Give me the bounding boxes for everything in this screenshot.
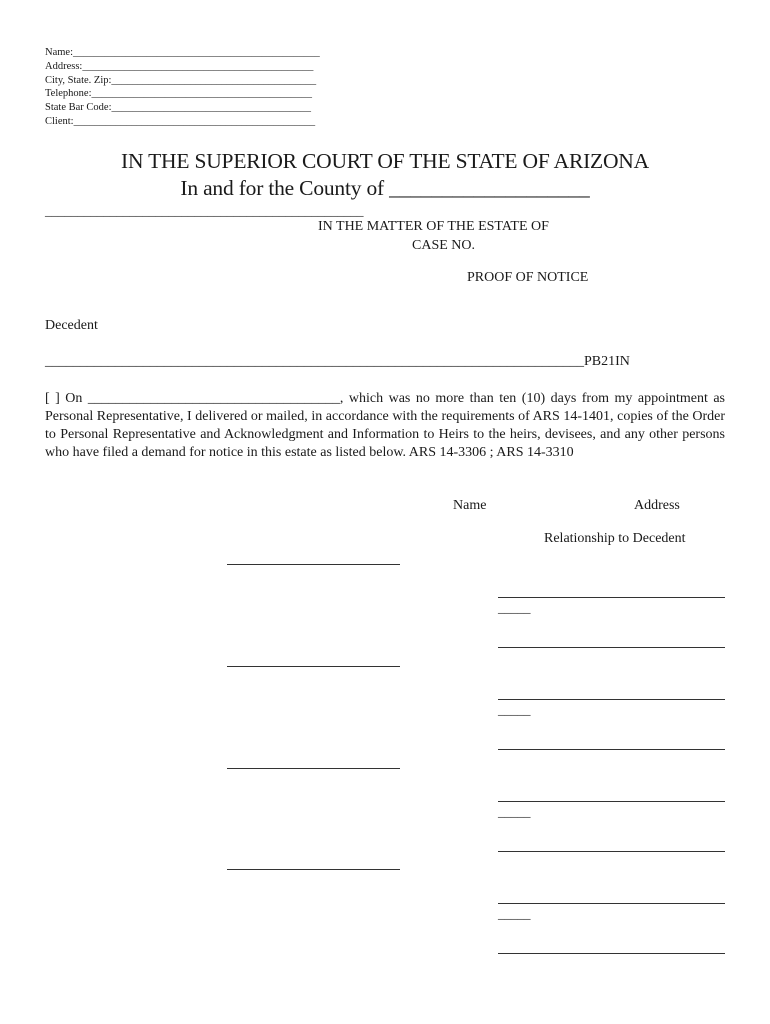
recipient-relationship-line <box>498 647 725 648</box>
form-code-line: _____________________________________________________________________________PB21IN <box>45 354 630 369</box>
address-line-stub: _____ <box>498 702 531 717</box>
city-state-zip-field: City, State. Zip:_______________________________________ <box>45 74 317 86</box>
column-address-header: Address <box>634 498 680 513</box>
address-line-stub: _____ <box>498 600 531 615</box>
county-title: In and for the County of ___________________ <box>180 176 590 200</box>
column-name-header: Name <box>453 498 487 513</box>
address-field: Address:____________________________________________ <box>45 60 314 72</box>
court-title: IN THE SUPERIOR COURT OF THE STATE OF ARIZONA <box>121 149 649 173</box>
estate-matter-heading: IN THE MATTER OF THE ESTATE OF <box>318 219 549 234</box>
state-bar-code-field: State Bar Code:______________________________________ <box>45 102 311 114</box>
recipient-address-line <box>498 699 725 700</box>
caption-top-line: _________________________________________________ <box>45 203 364 218</box>
recipient-address-line <box>498 903 725 904</box>
recipient-name-line <box>227 564 400 565</box>
client-field: Client:______________________________________________ <box>45 115 316 127</box>
recipient-relationship-line <box>498 851 725 852</box>
name-field: Name:_______________________________________________ <box>45 47 320 58</box>
recipient-relationship-line <box>498 749 725 750</box>
attorney-header <box>45 46 320 129</box>
address-line-stub: _____ <box>498 906 531 921</box>
telephone-field: Telephone:__________________________________________ <box>45 88 312 100</box>
recipient-name-line <box>227 869 400 870</box>
notice-paragraph: [ ] On ____________________________________, which was no more than ten (10) days from my appointment as Personal Representative, I delivered or mailed, in accordance with the requirements of ARS 14-1401, copies of the Order to Personal Representative and Acknowledgment and Information to Heirs to the heirs, devisees, and any other persons who have filed a demand for notice in this estate as listed below. ARS 14-3306 ; ARS 14-3310 <box>45 391 725 460</box>
recipient-name-line <box>227 768 400 769</box>
recipient-name-line <box>227 666 400 667</box>
recipient-address-line <box>498 801 725 802</box>
decedent-label: Decedent <box>45 318 98 333</box>
case-number-label: CASE NO. <box>412 238 476 253</box>
address-line-stub: _____ <box>498 804 531 819</box>
document-title: PROOF OF NOTICE <box>467 270 589 285</box>
recipient-relationship-line <box>498 953 725 954</box>
column-relationship-header: Relationship to Decedent <box>544 531 686 546</box>
recipient-address-line <box>498 597 725 598</box>
